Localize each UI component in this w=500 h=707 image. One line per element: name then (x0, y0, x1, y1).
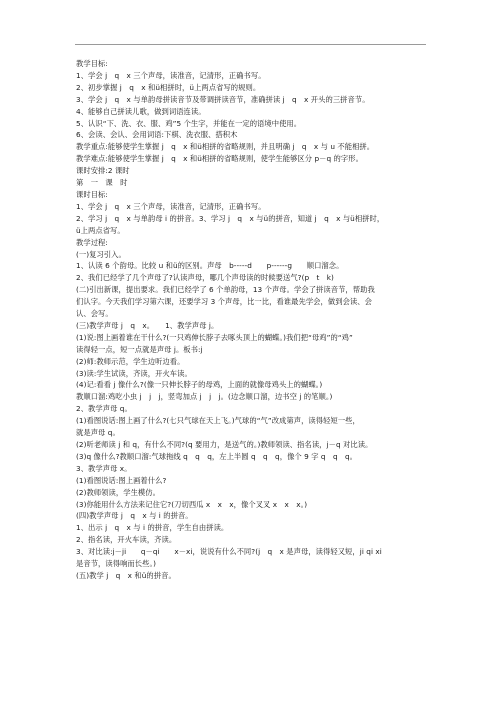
text-line: 就是声母 q。 (76, 428, 120, 438)
text-line: 教学难点:能够使学生掌握 j q x 和ü相拼的省略规则，使学生能够区分 p－q 的字形。 (76, 154, 363, 164)
text-line: 2、指名读，开火车读，齐读。 (76, 535, 177, 545)
text-line: (4)记:看看 j 像什么?(像一只伸长脖子的母鸡，上面的就像母鸡头上的蝴蝶。) (76, 380, 323, 390)
text-line: 1、认读 6 个韵母。比较 u 和ü的区别。声母 b-----d p------g 顺口溜念。 (76, 261, 344, 271)
text-line: (四)教学声母 j q x 与 i 的拼音。 (76, 511, 193, 521)
text-line: (三)教学声母 j q x。 1、教学声母 j。 (76, 320, 219, 330)
text-line: 2、教学声母 q。 (76, 404, 132, 414)
text-line: 课时目标: (76, 189, 108, 199)
text-line: (3)q 像什么?教顺口溜:气球拖线 q q q，左上半圆 q q q，像个 9 字 q q q。 (76, 451, 358, 461)
text-line: (3)读:学生试读，齐读，开火车读。 (76, 368, 192, 378)
document-body (76, 58, 428, 582)
text-line: 教学重点:能够使学生掌握 j q x 和ü相拼的省略规则，并且明确 j q x 与 u 不能相拼。 (76, 142, 375, 152)
text-line: 读得轻一点，短一点就是声母 j。板书:j (76, 344, 203, 354)
text-line: (一)复习引入。 (76, 249, 126, 259)
text-line: 2、初步掌握 j q x 和ü相拼时，ü上两点省写的规则。 (76, 82, 261, 92)
text-line: 教学过程: (76, 237, 108, 247)
text-line: 4、能够自己拼读儿歌，做到词语连读。 (76, 106, 206, 116)
text-line: 6、会读、会认、会用词语:下棋、洗衣服、搭积木 (76, 130, 238, 140)
text-line: (2)听老师读 j 和 q，有什么不同?(q 要用力，是送气的。)教师领读、指名读，j－q 对比读。 (76, 440, 373, 449)
text-line: (2)教师领读，学生模仿。 (76, 487, 160, 497)
text-line: 3、对比读:j－ji q－qi x－xi，说说有什么不同?(j q x 是声母，读得轻又短，ji qi xi (76, 547, 382, 557)
text-line: (1)看图说话:图上画着什么? (76, 475, 167, 485)
text-line: (1)看图说话:图上画了什么?(七只气球在天上飞。)气球的“气”改成第声，读得轻短一些， (76, 416, 360, 426)
text-line: 教顺口溜:鸡吃小虫 j j j，竖弯加点 j j j。(边念顺口溜，边书空 j 的笔顺。) (76, 392, 333, 402)
text-line: 3、学会 j q x 与单韵母拼读音节及带调拼读音节，准确拼读 j q x 开头的三拼音节。 (76, 94, 370, 104)
text-line: (二)引出新课，提出要求。我们已经学了 6 个单韵母，13 个声母。学会了拼读音节，帮助我 (76, 285, 375, 295)
text-line: 1、出示 j q x 与 i 的拼音，学生自由拼读。 (76, 523, 229, 533)
text-line: 认、会写。 (76, 309, 113, 319)
text-line: ü上两点省写。 (76, 225, 125, 235)
text-line: 们认字。今天我们学习第六课，还要学习 3 个声母，比一比，看谁最先学会，做到会读、会 (76, 297, 372, 307)
text-line: 第 一 课 时 (76, 178, 128, 188)
text-line: (3)你能用什么方法来记住它?(刀切西瓜 x x x，像个叉叉 x x x。) (76, 499, 308, 509)
header-rule (75, 44, 426, 45)
text-line: 课时安排:2 课时 (76, 166, 130, 176)
text-line: (2)师:教师示范，学生边听边看。 (76, 356, 185, 366)
text-line: 3、教学声母 x。 (76, 463, 132, 473)
text-line: (五)教学 j q x 和ü的拼音。 (76, 570, 176, 580)
text-line: 1、学会 j q x 三个声母，读准音，记清形，正确书写。 (76, 70, 266, 80)
text-line: 5、认识“下、洗、衣、服、鸡”5 个生字，并能在一定的语境中使用。 (76, 118, 302, 128)
text-line: 是音节，读得响而长些。) (76, 559, 157, 569)
text-line: 1、学会 j q x 三个声母，读准音，记清形，正确书写。 (76, 201, 266, 211)
text-line: 2、学习 j q x 与单韵母 i 的拼音。3、学习 j q x 与ü的拼音，知道 j q x 与ü相拼时， (76, 213, 385, 223)
text-line: (1)说:图上画着谁在干什么?(一只鸡伸长脖子去啄头顶上的蝴蝶。)我们把“母鸡”的“鸡” (76, 332, 353, 342)
text-line: 2、我们已经学了几个声母了?认读声母，哪几个声母读的时候要送气?(p t k) (76, 273, 334, 283)
text-line: 教学目标: (76, 59, 108, 68)
